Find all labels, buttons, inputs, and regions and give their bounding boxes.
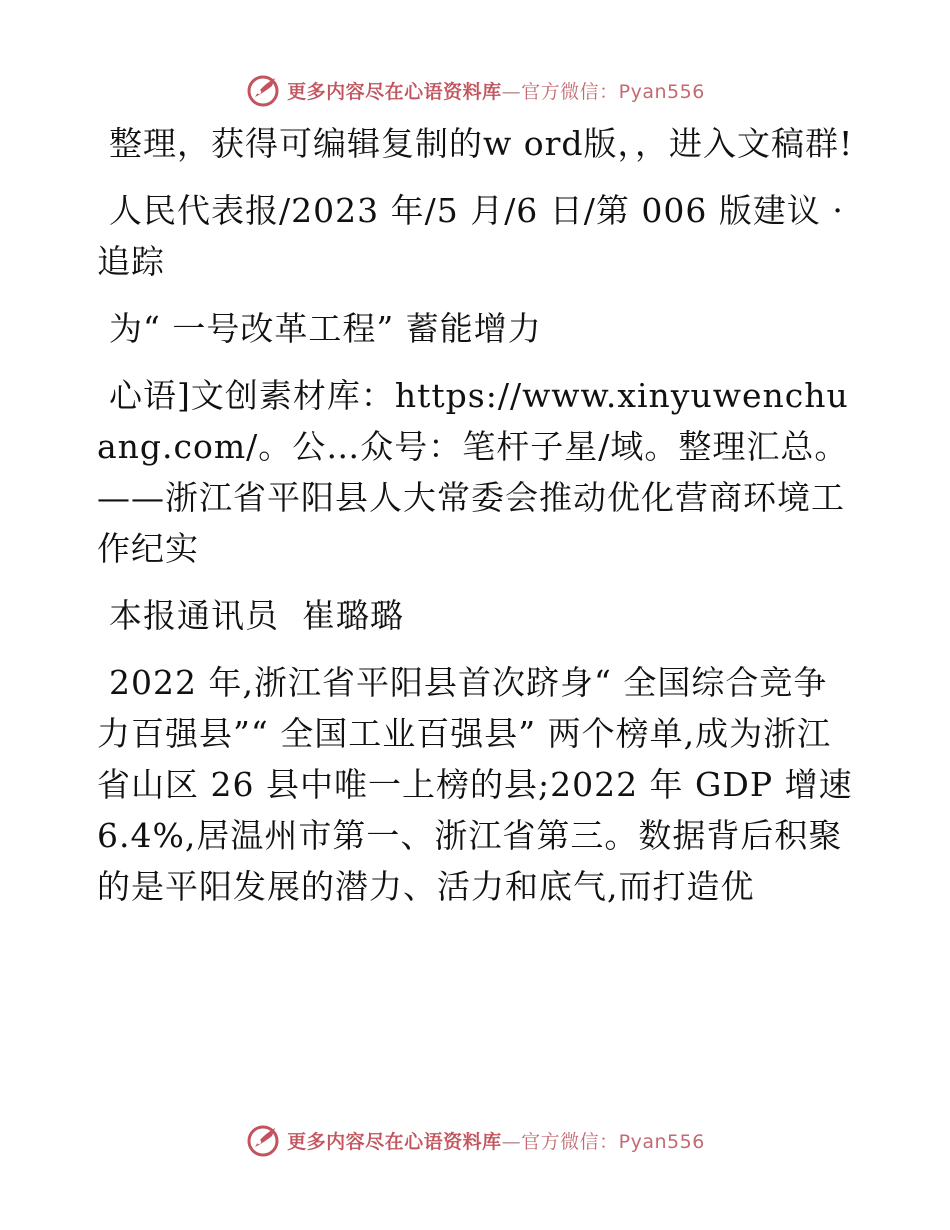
paragraph-source: 人民代表报/2023 年/5 月/6 日/第 006 版建议 · 追踪 — [97, 191, 856, 281]
brush-logo-icon — [245, 72, 281, 108]
footer-watermark — [0, 1120, 950, 1160]
watermark-text — [287, 1127, 705, 1154]
watermark-dash: — — [501, 80, 522, 103]
watermark-main: 更多内容尽在心语资料库 — [287, 1130, 502, 1153]
header-watermark — [0, 70, 950, 110]
document-body — [97, 118, 865, 928]
article-subtitle: 心语]文创素材库：https://www.xinyuwenchuang.com/。公…众号：笔杆子星/域。整理汇总。——浙江省平阳县人大常委会推动优化营商环境工作纪实 — [97, 376, 849, 568]
article-body-paragraph: 2022 年,浙江省平阳县首次跻身“ 全国综合竞争力百强县”“ 全国工业百强县” 两个榜单,成为浙江省山区 26 县中唯一上榜的县;2022 年 GDP 增速 6.4%,居温州市第一、浙江省第三。数据背后积聚的是平阳发展的潜力、活力和底气,而打造优 — [97, 663, 865, 906]
article-title: 为“ 一号改革工程” 蓄能增力 — [109, 309, 542, 348]
watermark-sub: 官方微信：Pyan556 — [521, 1130, 705, 1153]
watermark-main: 更多内容尽在心语资料库 — [287, 80, 502, 103]
brush-logo-icon — [245, 1122, 281, 1158]
paragraph-intro: 整理，获得可编辑复制的w ord版，，进入文稿群! — [109, 124, 854, 163]
watermark-text — [287, 77, 705, 104]
watermark-sub: 官方微信：Pyan556 — [521, 80, 705, 103]
article-byline: 本报通讯员 崔璐璐 — [109, 596, 404, 635]
watermark-dash: — — [501, 1130, 522, 1153]
